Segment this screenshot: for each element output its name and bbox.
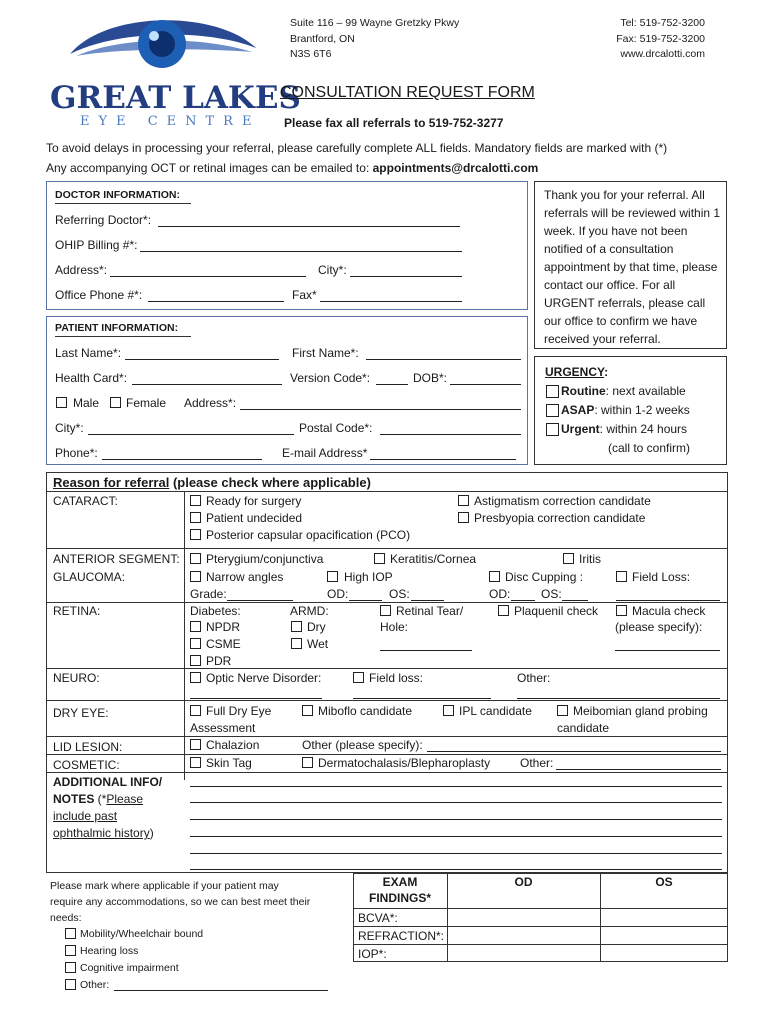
tear-field[interactable] [380,650,472,651]
accom-other-field[interactable] [114,990,328,991]
npdr-label: NPDR [206,620,241,634]
patient-city-label: City*: [55,421,84,435]
first-name-field[interactable] [366,359,521,360]
undecided-label: Patient undecided [206,511,303,525]
ohip-label: OHIP Billing #*: [55,238,138,252]
reason-heading: Reason for referral (please check where applicable) [53,475,371,490]
notes-line-6[interactable] [190,869,722,870]
assessment-label: Assessment [190,721,256,735]
pterygium-checkbox[interactable] [190,553,201,564]
female-label: Female [126,396,167,410]
ready-checkbox[interactable] [190,495,201,506]
asap-checkbox[interactable] [546,404,559,417]
addl-line3: include past [53,809,118,823]
keratitis-checkbox[interactable] [374,553,385,564]
refraction-label: REFRACTION*: [358,929,445,943]
male-checkbox[interactable] [56,397,67,408]
undecided-checkbox[interactable] [190,512,201,523]
wet-label: Wet [307,637,329,651]
disc-label: Disc Cupping : [505,570,584,584]
doctor-city-label: City*: [318,263,347,277]
notes-line-5[interactable] [190,853,722,854]
iop-os-label: OS: [389,587,410,601]
exam-od-header: OD [514,875,533,889]
health-card-field[interactable] [132,384,282,385]
skintag-label: Skin Tag [206,756,252,770]
cognitive-checkbox[interactable] [65,962,76,973]
doctor-address-label: Address*: [55,263,108,277]
routine-checkbox[interactable] [546,385,559,398]
armd-label: ARMD: [290,604,329,618]
patient-phone-field[interactable] [102,459,262,460]
presby-checkbox[interactable] [458,512,469,523]
addl-line4: ophthalmic history) [53,826,154,840]
chalazion-label: Chalazion [206,738,260,752]
dermato-label: Dermatochalasis/Blepharoplasty [318,756,491,770]
accom-text2: require any accommodations, so we can best meet their [50,896,311,908]
patient-address-field[interactable] [240,409,521,410]
tear-label: Retinal Tear/ [396,604,464,618]
version-code-label: Version Code*: [290,371,371,385]
form-title: CONSULTATION REQUEST FORM [280,84,535,101]
office-phone-field[interactable] [148,301,284,302]
doctor-fax-field[interactable] [320,301,462,302]
plaquenil-checkbox[interactable] [498,605,509,616]
urgent-label: Urgent: within 24 hours [561,422,688,436]
thanks-text: Thank you for your referral. All referrals will be reviewed within 1 week. If you have not been notified of a consultation appointment by that time, please contact our office. For all URGENT referrals, please call our office to confirm we have received your referral. [544,188,721,346]
disc-od-field[interactable] [511,600,535,601]
optic-field[interactable] [190,698,322,699]
ohip-field[interactable] [140,251,462,252]
address-line1: Suite 116 – 99 Wayne Gretzky Pkwy [290,17,460,29]
doctor-address-field[interactable] [110,276,306,277]
office-phone-label: Office Phone #*: [55,288,143,302]
npdr-checkbox[interactable] [190,621,201,632]
grade-label: Grade: [190,587,227,601]
diabetes-label: Diabetes: [190,604,241,618]
fieldloss-checkbox[interactable] [616,571,627,582]
iritis-label: Iritis [579,552,601,566]
miboflo-checkbox[interactable] [302,705,313,716]
email-link[interactable]: appointments@drcalotti.com [372,161,539,175]
notes-line-3[interactable] [190,819,722,820]
hearing-checkbox[interactable] [65,945,76,956]
macula-label: Macula check [632,604,706,618]
glaucoma-label: GLAUCOMA: [53,570,126,584]
patient-info-box [46,316,528,465]
neuro-label: NEURO: [53,671,100,685]
csme-label: CSME [206,637,241,651]
anterior-label: ANTERIOR SEGMENT: [53,552,180,566]
tel: Tel: 519-752-3200 [620,17,705,29]
exam-os-header: OS [655,875,673,889]
patient-phone-label: Phone*: [55,446,98,460]
dermato-checkbox[interactable] [302,757,313,768]
astig-checkbox[interactable] [458,495,469,506]
cosmetic-label: COSMETIC: [53,758,120,772]
male-label: Male [73,396,100,410]
referring-doctor-field[interactable] [158,226,460,227]
astig-label: Astigmatism correction candidate [474,494,651,508]
pco-label: Posterior capsular opacification (PCO) [206,528,411,542]
email-label: E-mail Address* [282,446,368,460]
ipl-label: IPL candidate [459,704,532,718]
disc-os-field[interactable] [562,600,588,601]
optic-label: Optic Nerve Disorder: [206,671,322,685]
iop-od-field[interactable] [349,600,382,601]
urgency-heading: URGENCY: [545,365,609,379]
disc-checkbox[interactable] [489,571,500,582]
pterygium-label: Pterygium/conjunctiva [206,552,324,566]
highiop-checkbox[interactable] [327,571,338,582]
cosmetic-other-label: Other: [520,756,554,770]
dob-label: DOB*: [413,371,448,385]
fax: Fax: 519-752-3200 [616,33,705,45]
lid-other-field[interactable] [427,751,721,752]
iop-label: IOP*: [358,947,387,961]
doctor-heading: DOCTOR INFORMATION: [55,189,181,201]
doctor-fax-label: Fax* [292,288,317,302]
cataract-label: CATARACT: [53,494,118,508]
accom-text3: needs: [50,912,82,924]
disc-od-label: OD: [489,587,511,601]
accom-other-label: Other: [80,979,110,991]
ready-label: Ready for surgery [206,494,302,508]
iop-od-exam-field[interactable] [448,945,599,961]
refraction-od-field[interactable] [448,927,599,943]
first-name-label: First Name*: [292,346,359,360]
wet-checkbox[interactable] [291,638,302,649]
neuro-other-field[interactable] [517,698,720,699]
instructions-1: To avoid delays in processing your referral, please carefully complete ALL fields. Mandatory fields are marked with (*) [46,141,668,155]
urgent-checkbox[interactable] [546,423,559,436]
miboflo-label: Miboflo candidate [318,704,413,718]
bcva-os-field[interactable] [601,909,727,925]
addl-line2: NOTES (*Please [53,792,144,806]
routine-label: Routine: next available [561,384,686,398]
fieldloss2-checkbox[interactable] [353,672,364,683]
lid-other-label: Other (please specify): [302,738,423,752]
version-code-field[interactable] [376,384,408,385]
highiop-label: High IOP [344,570,393,584]
cosmetic-other-field[interactable] [556,769,721,770]
hearing-label: Hearing loss [80,945,139,957]
iop-os-exam-field[interactable] [601,945,727,961]
website: www.drcalotti.com [620,48,705,60]
narrow-label: Narrow angles [206,570,284,584]
cognitive-label: Cognitive impairment [80,962,179,974]
dryeye-label: DRY EYE: [53,706,109,720]
addl-line1: ADDITIONAL INFO/ [53,775,163,789]
logo-title: GREAT LAKES [50,80,301,116]
neuro-other-label: Other: [517,671,551,685]
fieldloss2-field[interactable] [353,698,491,699]
asap-label: ASAP: within 1-2 weeks [561,403,690,417]
accom-other-checkbox[interactable] [65,979,76,990]
meibomian-label: Meibomian gland probing [573,704,708,718]
fieldloss2-label: Field loss: [369,671,424,685]
csme-checkbox[interactable] [190,638,201,649]
bcva-od-field[interactable] [448,909,599,925]
iop-od-label: OD: [327,587,349,601]
pco-checkbox[interactable] [190,529,201,540]
skintag-checkbox[interactable] [190,757,201,768]
meibomian-candidate: candidate [557,721,610,735]
dry-checkbox[interactable] [291,621,302,632]
disc-os-label: OS: [541,587,562,601]
dry-label: Dry [307,620,326,634]
iritis-checkbox[interactable] [563,553,574,564]
macula-checkbox[interactable] [616,605,627,616]
postal-code-field[interactable] [380,434,521,435]
fulldry-label: Full Dry Eye [206,704,272,718]
chalazion-checkbox[interactable] [190,739,201,750]
health-card-label: Health Card*: [55,371,128,385]
mobility-label: Mobility/Wheelchair bound [80,928,204,940]
postal-code-label: Postal Code*: [299,421,373,435]
hole-label: Hole: [380,620,409,634]
tear-checkbox[interactable] [380,605,391,616]
narrow-checkbox[interactable] [190,571,201,582]
instructions-2: Any accompanying OCT or retinal images can be emailed to: appointments@drcalotti.com [46,161,539,175]
lid-label: LID LESION: [53,740,123,754]
ipl-checkbox[interactable] [443,705,454,716]
fulldry-checkbox[interactable] [190,705,201,716]
plaquenil-label: Plaquenil check [514,604,599,618]
meibomian-checkbox[interactable] [557,705,568,716]
doctor-city-field[interactable] [350,276,462,277]
keratitis-label: Keratitis/Cornea [390,552,477,566]
fieldloss-field[interactable] [616,600,720,601]
email-field[interactable] [370,459,516,460]
patient-heading: PATIENT INFORMATION: [55,322,179,334]
refraction-os-field[interactable] [601,927,727,943]
fax-note: Please fax all referrals to 519-752-3277 [284,116,504,130]
notes-line-2[interactable] [190,802,722,803]
grade-field[interactable] [227,600,293,601]
exam-header-1: EXAM [382,875,418,889]
fieldloss-label: Field Loss: [632,570,691,584]
macula-specify: (please specify): [615,620,703,634]
last-name-label: Last Name*: [55,346,122,360]
optic-checkbox[interactable] [190,672,201,683]
eye-logo-icon [62,8,262,88]
notes-line-4[interactable] [190,836,722,837]
referring-doctor-label: Referring Doctor*: [55,213,152,227]
presby-label: Presbyopia correction candidate [474,511,646,525]
bcva-label: BCVA*: [358,911,398,925]
pdr-checkbox[interactable] [190,655,201,666]
macula-field[interactable] [615,650,720,651]
retina-label: RETINA: [53,604,101,618]
notes-line-1[interactable] [190,786,722,787]
female-checkbox[interactable] [110,397,121,408]
iop-os-field[interactable] [411,600,444,601]
pdr-label: PDR [206,654,232,668]
address-line3: N3S 6T6 [290,48,332,60]
accom-text1: Please mark where applicable if your patient may [50,880,279,892]
call-to-confirm: (call to confirm) [608,441,691,455]
exam-header-2: FINDINGS* [368,891,431,905]
address-line2: Brantford, ON [290,33,355,45]
last-name-field[interactable] [125,359,279,360]
mobility-checkbox[interactable] [65,928,76,939]
dob-field[interactable] [450,384,521,385]
patient-address-label: Address*: [184,396,237,410]
logo-subtitle: EYE CENTRE [80,114,261,129]
patient-city-field[interactable] [88,434,294,435]
